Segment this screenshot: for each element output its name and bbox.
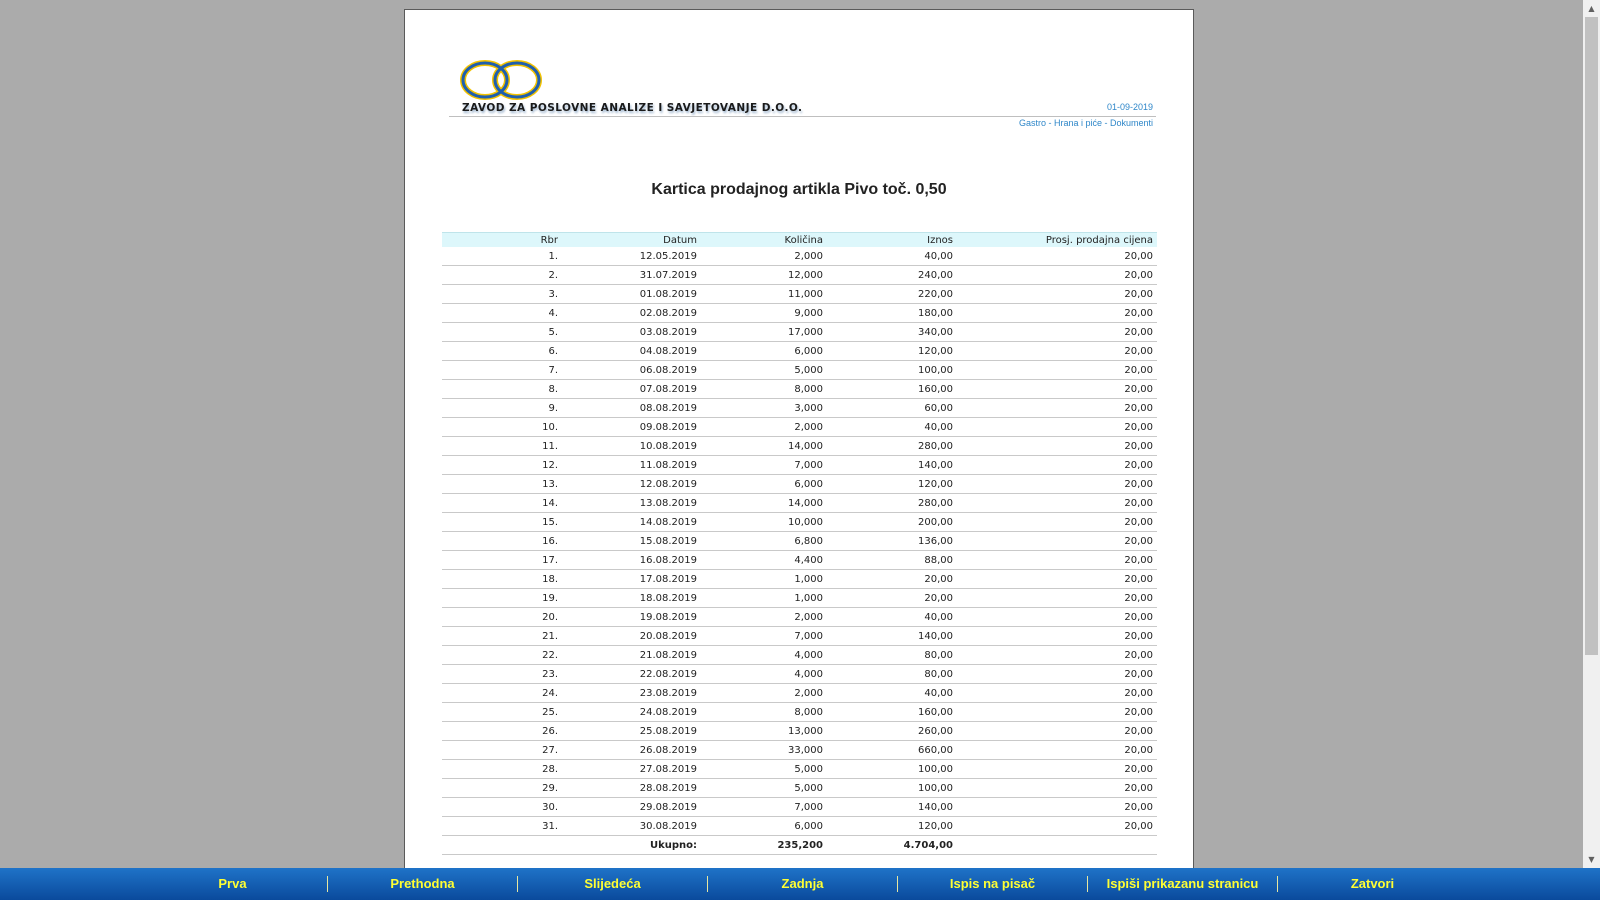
next-button[interactable]: Slijedeća — [584, 876, 641, 891]
table-row — [442, 760, 1157, 779]
table-row — [442, 399, 1157, 418]
cell-prosjecna-cijena: 20,00 — [957, 570, 1157, 589]
table-row — [442, 532, 1157, 551]
cell-datum: 17.08.2019 — [562, 570, 701, 589]
total-empty-cell — [442, 836, 562, 855]
cell-rbr: 15. — [442, 513, 562, 532]
cell-kolicina: 4,400 — [701, 551, 827, 570]
cell-rbr: 17. — [442, 551, 562, 570]
cell-datum: 10.08.2019 — [562, 437, 701, 456]
chevron-up-icon[interactable]: ▲ — [1588, 4, 1595, 13]
scrollbar-thumb[interactable] — [1585, 17, 1598, 655]
total-iznos: 4.704,00 — [827, 836, 957, 855]
cell-kolicina: 6,800 — [701, 532, 827, 551]
cell-prosjecna-cijena: 20,00 — [957, 456, 1157, 475]
cell-prosjecna-cijena: 20,00 — [957, 494, 1157, 513]
table-row — [442, 627, 1157, 646]
cell-rbr: 8. — [442, 380, 562, 399]
cell-kolicina: 11,000 — [701, 285, 827, 304]
cell-datum: 14.08.2019 — [562, 513, 701, 532]
table-row — [442, 475, 1157, 494]
cell-iznos: 140,00 — [827, 798, 957, 817]
cell-rbr: 10. — [442, 418, 562, 437]
cell-rbr: 31. — [442, 817, 562, 836]
cell-datum: 27.08.2019 — [562, 760, 701, 779]
cell-kolicina: 5,000 — [701, 779, 827, 798]
cell-datum: 19.08.2019 — [562, 608, 701, 627]
company-name: ZAVOD ZA POSLOVNE ANALIZE I SAVJETOVANJE D.O.O. — [462, 102, 803, 114]
cell-kolicina: 5,000 — [701, 760, 827, 779]
print-button[interactable]: Ispis na pisač — [949, 876, 1036, 891]
cell-datum: 07.08.2019 — [562, 380, 701, 399]
cell-rbr: 9. — [442, 399, 562, 418]
cell-prosjecna-cijena: 20,00 — [957, 304, 1157, 323]
table-row — [442, 665, 1157, 684]
cell-iznos: 280,00 — [827, 437, 957, 456]
breadcrumb: Gastro - Hrana i piće - Dokumenti — [1018, 118, 1153, 128]
cell-datum: 09.08.2019 — [562, 418, 701, 437]
cell-iznos: 160,00 — [827, 703, 957, 722]
table-row — [442, 247, 1157, 266]
cell-kolicina: 3,000 — [701, 399, 827, 418]
cell-prosjecna-cijena: 20,00 — [957, 684, 1157, 703]
cell-kolicina: 8,000 — [701, 703, 827, 722]
cell-datum: 11.08.2019 — [562, 456, 701, 475]
cell-prosjecna-cijena: 20,00 — [957, 380, 1157, 399]
cell-iznos: 40,00 — [827, 247, 957, 266]
cell-datum: 25.08.2019 — [562, 722, 701, 741]
cell-iznos: 240,00 — [827, 266, 957, 285]
cell-iznos: 60,00 — [827, 399, 957, 418]
cell-iznos: 40,00 — [827, 418, 957, 437]
cell-prosjecna-cijena: 20,00 — [957, 437, 1157, 456]
cell-kolicina: 7,000 — [701, 456, 827, 475]
cell-kolicina: 4,000 — [701, 665, 827, 684]
table-row — [442, 513, 1157, 532]
report-title: Kartica prodajnog artikla Pivo toč. 0,50 — [651, 181, 947, 198]
cell-rbr: 11. — [442, 437, 562, 456]
cell-prosjecna-cijena: 20,00 — [957, 760, 1157, 779]
cell-rbr: 27. — [442, 741, 562, 760]
cell-kolicina: 6,000 — [701, 817, 827, 836]
cell-rbr: 23. — [442, 665, 562, 684]
cell-iznos: 280,00 — [827, 494, 957, 513]
cell-kolicina: 6,000 — [701, 475, 827, 494]
cell-prosjecna-cijena: 20,00 — [957, 589, 1157, 608]
total-row — [442, 836, 1157, 855]
table-row — [442, 798, 1157, 817]
cell-prosjecna-cijena: 20,00 — [957, 513, 1157, 532]
cell-prosjecna-cijena: 20,00 — [957, 646, 1157, 665]
cell-iznos: 140,00 — [827, 456, 957, 475]
cell-kolicina: 7,000 — [701, 798, 827, 817]
cell-rbr: 7. — [442, 361, 562, 380]
cell-datum: 04.08.2019 — [562, 342, 701, 361]
header-divider — [449, 116, 1156, 117]
cell-prosjecna-cijena: 20,00 — [957, 798, 1157, 817]
table-row — [442, 684, 1157, 703]
cell-rbr: 28. — [442, 760, 562, 779]
cell-rbr: 12. — [442, 456, 562, 475]
cell-kolicina: 2,000 — [701, 418, 827, 437]
column-header-iznos: Iznos — [827, 233, 957, 248]
cell-kolicina: 2,000 — [701, 247, 827, 266]
table-row — [442, 817, 1157, 836]
cell-kolicina: 14,000 — [701, 494, 827, 513]
cell-rbr: 25. — [442, 703, 562, 722]
table-row — [442, 608, 1157, 627]
cell-datum: 12.08.2019 — [562, 475, 701, 494]
report-table — [442, 232, 1157, 855]
cell-iznos: 200,00 — [827, 513, 957, 532]
total-empty-cell — [957, 836, 1157, 855]
cell-kolicina: 9,000 — [701, 304, 827, 323]
table-row — [442, 380, 1157, 399]
cell-datum: 30.08.2019 — [562, 817, 701, 836]
cell-datum: 16.08.2019 — [562, 551, 701, 570]
cell-kolicina: 14,000 — [701, 437, 827, 456]
company-logo — [459, 58, 545, 104]
cell-iznos: 260,00 — [827, 722, 957, 741]
cell-prosjecna-cijena: 20,00 — [957, 285, 1157, 304]
cell-kolicina: 17,000 — [701, 323, 827, 342]
report-page — [404, 9, 1194, 871]
cell-rbr: 16. — [442, 532, 562, 551]
table-row — [442, 703, 1157, 722]
cell-datum: 12.05.2019 — [562, 247, 701, 266]
cell-kolicina: 1,000 — [701, 570, 827, 589]
column-header-datum: Datum — [562, 233, 701, 248]
cell-prosjecna-cijena: 20,00 — [957, 779, 1157, 798]
cell-kolicina: 2,000 — [701, 684, 827, 703]
footer-toolbar — [0, 868, 1600, 900]
cell-iznos: 40,00 — [827, 608, 957, 627]
cell-rbr: 20. — [442, 608, 562, 627]
table-row — [442, 570, 1157, 589]
cell-kolicina: 13,000 — [701, 722, 827, 741]
cell-iznos: 80,00 — [827, 646, 957, 665]
table-header-row — [442, 233, 1157, 248]
cell-datum: 24.08.2019 — [562, 703, 701, 722]
cell-kolicina: 12,000 — [701, 266, 827, 285]
previous-button[interactable]: Prethodna — [390, 876, 455, 891]
cell-rbr: 6. — [442, 342, 562, 361]
table-row — [442, 551, 1157, 570]
cell-iznos: 120,00 — [827, 817, 957, 836]
cell-datum: 26.08.2019 — [562, 741, 701, 760]
cell-rbr: 1. — [442, 247, 562, 266]
column-header-prosjecna-cijena: Prosj. prodajna cijena — [957, 233, 1157, 248]
cell-datum: 13.08.2019 — [562, 494, 701, 513]
cell-kolicina: 8,000 — [701, 380, 827, 399]
print-shown-page-button[interactable]: Ispiši prikazanu stranicu — [1106, 876, 1259, 891]
total-label: Ukupno: — [562, 836, 701, 855]
cell-datum: 02.08.2019 — [562, 304, 701, 323]
cell-prosjecna-cijena: 20,00 — [957, 247, 1157, 266]
cell-iznos: 40,00 — [827, 684, 957, 703]
cell-prosjecna-cijena: 20,00 — [957, 665, 1157, 684]
cell-iznos: 88,00 — [827, 551, 957, 570]
first-button[interactable]: Prva — [218, 876, 247, 891]
cell-prosjecna-cijena: 20,00 — [957, 475, 1157, 494]
cell-kolicina: 7,000 — [701, 627, 827, 646]
cell-datum: 01.08.2019 — [562, 285, 701, 304]
cell-iznos: 160,00 — [827, 380, 957, 399]
cell-rbr: 21. — [442, 627, 562, 646]
cell-datum: 28.08.2019 — [562, 779, 701, 798]
column-header-kolicina: Količina — [701, 233, 827, 248]
table-row — [442, 646, 1157, 665]
cell-kolicina: 1,000 — [701, 589, 827, 608]
cell-rbr: 13. — [442, 475, 562, 494]
cell-rbr: 19. — [442, 589, 562, 608]
cell-datum: 03.08.2019 — [562, 323, 701, 342]
cell-prosjecna-cijena: 20,00 — [957, 722, 1157, 741]
table-row — [442, 361, 1157, 380]
table-row — [442, 418, 1157, 437]
total-kolicina: 235,200 — [701, 836, 827, 855]
cell-iznos: 120,00 — [827, 475, 957, 494]
cell-rbr: 24. — [442, 684, 562, 703]
cell-prosjecna-cijena: 20,00 — [957, 627, 1157, 646]
cell-prosjecna-cijena: 20,00 — [957, 703, 1157, 722]
table-row — [442, 494, 1157, 513]
cell-iznos: 136,00 — [827, 532, 957, 551]
table-row — [442, 266, 1157, 285]
cell-prosjecna-cijena: 20,00 — [957, 741, 1157, 760]
cell-rbr: 26. — [442, 722, 562, 741]
cell-prosjecna-cijena: 20,00 — [957, 399, 1157, 418]
table-row — [442, 589, 1157, 608]
cell-rbr: 5. — [442, 323, 562, 342]
cell-rbr: 30. — [442, 798, 562, 817]
cell-iznos: 100,00 — [827, 760, 957, 779]
cell-datum: 22.08.2019 — [562, 665, 701, 684]
cell-datum: 08.08.2019 — [562, 399, 701, 418]
close-button[interactable]: Zatvori — [1350, 876, 1395, 891]
table-row — [442, 304, 1157, 323]
cell-iznos: 140,00 — [827, 627, 957, 646]
table-row — [442, 722, 1157, 741]
cell-iznos: 220,00 — [827, 285, 957, 304]
cell-rbr: 2. — [442, 266, 562, 285]
table-row — [442, 342, 1157, 361]
cell-datum: 15.08.2019 — [562, 532, 701, 551]
cell-rbr: 22. — [442, 646, 562, 665]
cell-kolicina: 33,000 — [701, 741, 827, 760]
cell-iznos: 100,00 — [827, 779, 957, 798]
cell-iznos: 120,00 — [827, 342, 957, 361]
cell-iznos: 180,00 — [827, 304, 957, 323]
last-button[interactable]: Zadnja — [781, 876, 824, 891]
cell-prosjecna-cijena: 20,00 — [957, 608, 1157, 627]
cell-prosjecna-cijena: 20,00 — [957, 323, 1157, 342]
cell-datum: 21.08.2019 — [562, 646, 701, 665]
cell-prosjecna-cijena: 20,00 — [957, 551, 1157, 570]
table-row — [442, 437, 1157, 456]
cell-datum: 18.08.2019 — [562, 589, 701, 608]
cell-kolicina: 4,000 — [701, 646, 827, 665]
cell-datum: 29.08.2019 — [562, 798, 701, 817]
cell-datum: 31.07.2019 — [562, 266, 701, 285]
table-row — [442, 779, 1157, 798]
cell-kolicina: 6,000 — [701, 342, 827, 361]
cell-prosjecna-cijena: 20,00 — [957, 342, 1157, 361]
cell-prosjecna-cijena: 20,00 — [957, 266, 1157, 285]
cell-kolicina: 5,000 — [701, 361, 827, 380]
cell-rbr: 29. — [442, 779, 562, 798]
cell-rbr: 3. — [442, 285, 562, 304]
cell-kolicina: 2,000 — [701, 608, 827, 627]
cell-iznos: 80,00 — [827, 665, 957, 684]
vertical-scrollbar[interactable] — [1583, 0, 1600, 868]
cell-kolicina: 10,000 — [701, 513, 827, 532]
cell-prosjecna-cijena: 20,00 — [957, 532, 1157, 551]
cell-rbr: 18. — [442, 570, 562, 589]
cell-iznos: 20,00 — [827, 589, 957, 608]
table-row — [442, 741, 1157, 760]
document-date: 01-09-2019 — [1106, 102, 1153, 112]
cell-datum: 20.08.2019 — [562, 627, 701, 646]
cell-iznos: 340,00 — [827, 323, 957, 342]
cell-prosjecna-cijena: 20,00 — [957, 817, 1157, 836]
cell-datum: 06.08.2019 — [562, 361, 701, 380]
chevron-down-icon[interactable]: ▼ — [1588, 855, 1595, 864]
cell-iznos: 20,00 — [827, 570, 957, 589]
cell-datum: 23.08.2019 — [562, 684, 701, 703]
table-row — [442, 323, 1157, 342]
cell-iznos: 100,00 — [827, 361, 957, 380]
cell-rbr: 14. — [442, 494, 562, 513]
table-row — [442, 285, 1157, 304]
table-row — [442, 456, 1157, 475]
cell-iznos: 660,00 — [827, 741, 957, 760]
cell-prosjecna-cijena: 20,00 — [957, 361, 1157, 380]
column-header-rbr: Rbr — [442, 233, 562, 248]
cell-rbr: 4. — [442, 304, 562, 323]
cell-prosjecna-cijena: 20,00 — [957, 418, 1157, 437]
